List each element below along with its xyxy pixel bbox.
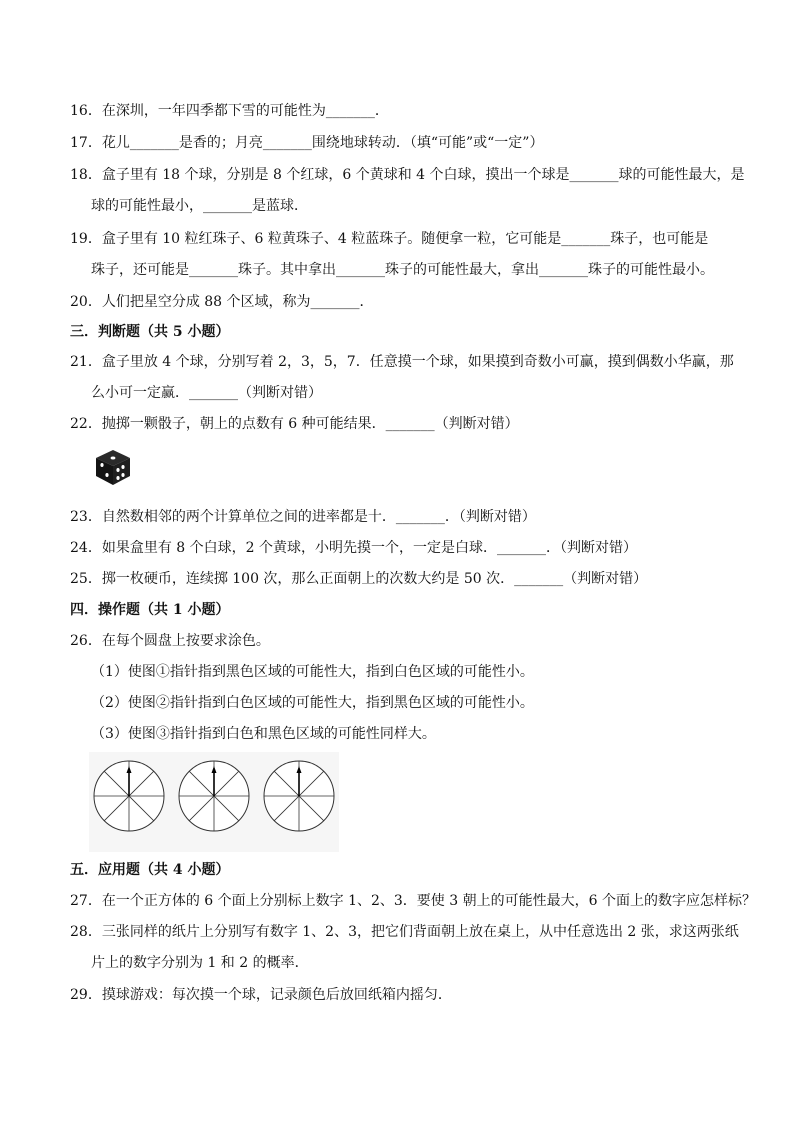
question-22: 22．抛掷一颗骰子，朝上的点数有 6 种可能结果．_______（判断对错）: [70, 416, 519, 432]
question-26-part-1: （1）使图①指针指到黑色区域的可能性大，指到白色区域的可能性小。: [91, 664, 534, 680]
question-21-line-2: 么小可一定赢．_______（判断对错）: [91, 385, 322, 401]
question-29: 29．摸球游戏：每次摸一个球，记录颜色后放回纸箱内摇匀．: [70, 987, 452, 1003]
question-18-line-2: 球的可能性最小，_______是蓝球．: [91, 198, 308, 214]
question-26-part-2: （2）使图②指针指到白色区域的可能性大，指到黑色区域的可能性小。: [91, 695, 534, 711]
question-20: 20．人们把星空分成 88 个区域，称为_______．: [70, 294, 374, 310]
question-26-part-3: （3）使图③指针指到白色和黑色区域的可能性同样大。: [91, 726, 436, 742]
question-16: 16．在深圳，一年四季都下雪的可能性为_______．: [70, 103, 389, 119]
question-19-line-1: 19．盒子里有 10 粒红珠子、6 粒黄珠子、4 粒蓝珠子。随便拿一粒，它可能是_______珠子，也可能是: [70, 231, 709, 247]
question-24: 24．如果盒里有 8 个白球，2 个黄球，小明先摸一个，一定是白球．_______．（判断对错）: [70, 540, 637, 556]
question-19-line-2: 珠子，还可能是_______珠子。其中拿出_______珠子的可能性最大，拿出_______珠子的可能性最小。: [91, 262, 714, 278]
question-28-line-2: 片上的数字分别为 1 和 2 的概率．: [91, 955, 309, 971]
question-25: 25．掷一枚硬币，连续掷 100 次，那么正面朝上的次数大约是 50 次．_______（判断对错）: [70, 571, 648, 587]
question-21-line-1: 21．盒子里放 4 个球，分别写着 2，3，5，7．任意摸一个球，如果摸到奇数小可赢，摸到偶数小华赢，那: [70, 354, 734, 370]
section-heading-application: 五．应用题（共 4 小题）: [70, 862, 230, 878]
spinner-1: [94, 761, 164, 831]
question-26: 26．在每个圆盘上按要求涂色。: [70, 633, 270, 649]
question-28-line-1: 28．三张同样的纸片上分别写有数字 1、2、3，把它们背面朝上放在桌上，从中任意选出 2 张，求这两张纸: [70, 924, 739, 940]
section-heading-operation: 四．操作题（共 1 小题）: [70, 602, 230, 618]
dice-icon: [93, 447, 133, 487]
question-17: 17．花儿_______是香的；月亮_______围绕地球转动．（填“可能”或“一定”）: [70, 135, 544, 151]
section-heading-judgement: 三．判断题（共 5 小题）: [70, 324, 230, 340]
question-18-line-1: 18．盒子里有 18 个球，分别是 8 个红球，6 个黄球和 4 个白球，摸出一个球是_______球的可能性最大，是: [70, 167, 745, 183]
question-23: 23．自然数相邻的两个计算单位之间的进率都是十．_______．（判断对错）: [70, 509, 536, 525]
spinner-3: [264, 761, 334, 831]
spinner-2: [179, 761, 249, 831]
spinner-diagrams: [89, 752, 339, 852]
question-27: 27．在一个正方体的 6 个面上分别标上数字 1、2、3．要使 3 朝上的可能性最大，6 个面上的数字应怎样标？: [70, 893, 756, 909]
